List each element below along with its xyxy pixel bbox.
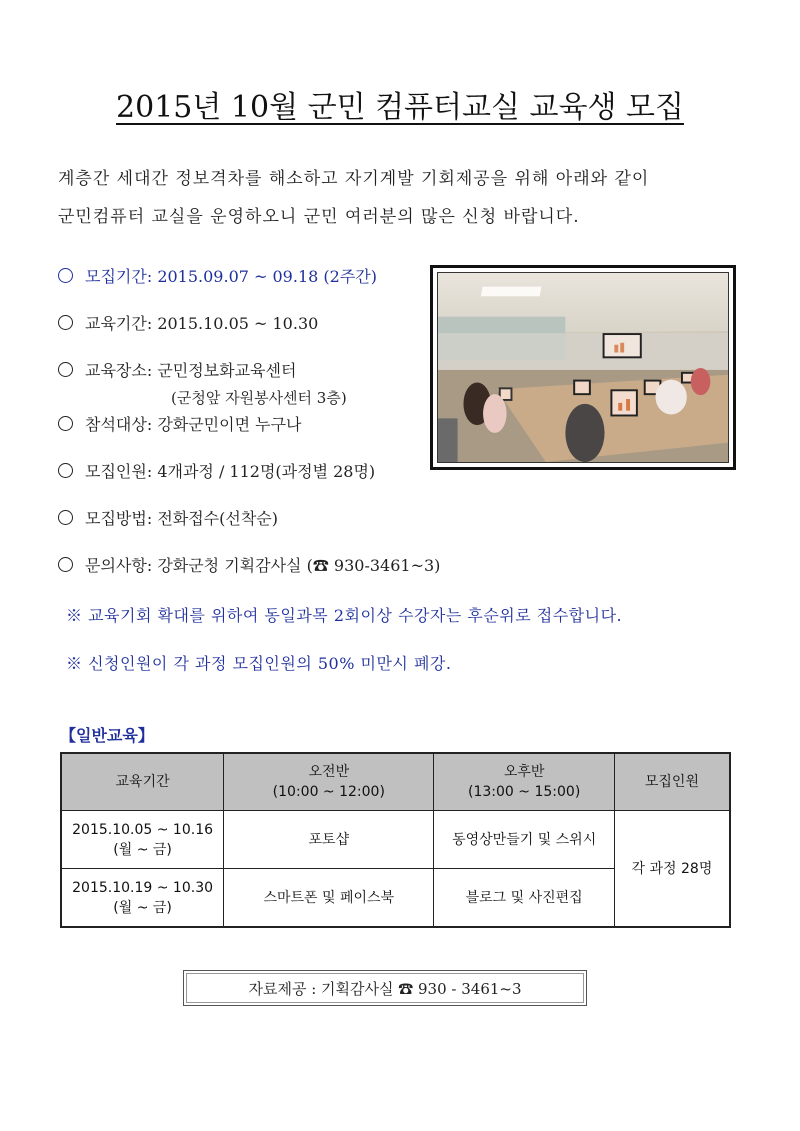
header-afternoon: 오후반 (13:00 ~ 15:00) xyxy=(434,753,614,811)
circle-bullet-icon xyxy=(58,510,73,525)
circle-bullet-icon xyxy=(58,362,73,377)
cell-period: 2015.10.19 ~ 10.30 (월 ~ 금) xyxy=(61,869,224,928)
info-value: 4개과정 / 112명(과정별 28명) xyxy=(157,462,376,481)
intro-line-2: 군민컴퓨터 교실을 운영하오니 군민 여러분의 많은 신청 바랍니다. xyxy=(58,207,580,227)
info-value: 2015.09.07 ~ 09.18 (2주간) xyxy=(157,267,377,286)
info-location xyxy=(58,360,296,382)
info-label: 모집방법: xyxy=(85,509,153,528)
cell-morning-course: 포토샵 xyxy=(224,811,434,869)
page-title: 2015년 10월 군민 컴퓨터교실 교육생 모집 xyxy=(116,90,684,125)
classroom-image xyxy=(438,273,728,462)
header-period: 교육기간 xyxy=(61,753,224,811)
circle-bullet-icon xyxy=(58,416,73,431)
cell-period: 2015.10.05 ~ 10.16 (월 ~ 금) xyxy=(61,811,224,869)
circle-bullet-icon xyxy=(58,463,73,478)
cell-afternoon-course: 블로그 및 사진편집 xyxy=(434,869,614,928)
info-recruit-period xyxy=(58,266,377,288)
table-header-row xyxy=(61,753,730,811)
note-cancellation: ※ 신청인원이 각 과정 모집인원의 50% 미만시 폐강. xyxy=(66,654,452,673)
info-education-period xyxy=(58,313,318,335)
table-row xyxy=(61,811,730,869)
circle-bullet-icon xyxy=(58,315,73,330)
intro-paragraph xyxy=(58,160,758,236)
info-label: 모집기간: xyxy=(85,267,153,286)
cell-afternoon-course: 동영상만들기 및 스위시 xyxy=(434,811,614,869)
info-label: 문의사항: xyxy=(85,556,153,575)
info-contact xyxy=(58,555,440,577)
circle-bullet-icon xyxy=(58,557,73,572)
info-label: 모집인원: xyxy=(85,462,153,481)
info-value: 2015.10.05 ~ 10.30 xyxy=(157,314,319,333)
circle-bullet-icon xyxy=(58,268,73,283)
cell-capacity: 각 과정 28명 xyxy=(614,811,730,928)
header-morning: 오전반 (10:00 ~ 12:00) xyxy=(224,753,434,811)
info-method xyxy=(58,508,278,530)
info-capacity xyxy=(58,461,375,483)
info-label: 교육기간: xyxy=(85,314,153,333)
info-value: 전화접수(선착순) xyxy=(157,509,278,528)
section-general-education: 【일반교육】 xyxy=(60,726,154,745)
schedule-table xyxy=(60,752,731,928)
info-value: 강화군청 기획감사실 (☎ 930-3461~3) xyxy=(157,556,441,575)
info-target xyxy=(58,414,302,436)
cell-morning-course: 스마트폰 및 페이스북 xyxy=(224,869,434,928)
source-footer: 자료제공 : 기획감사실 ☎ 930 - 3461~3 xyxy=(183,970,587,1006)
classroom-photo xyxy=(430,265,736,470)
header-capacity: 모집인원 xyxy=(614,753,730,811)
info-value: 강화군민이면 누구나 xyxy=(157,415,302,434)
info-label: 참석대상: xyxy=(85,415,153,434)
info-label: 교육장소: xyxy=(85,361,153,380)
info-location-detail: (군청앞 자원봉사센터 3층) xyxy=(171,389,347,407)
intro-line-1: 계층간 세대간 정보격차를 해소하고 자기계발 기회제공을 위해 아래와 같이 xyxy=(58,169,650,189)
info-value: 군민정보화교육센터 xyxy=(157,361,297,380)
note-priority: ※ 교육기회 확대를 위하여 동일과목 2회이상 수강자는 후순위로 접수합니다. xyxy=(66,606,623,625)
